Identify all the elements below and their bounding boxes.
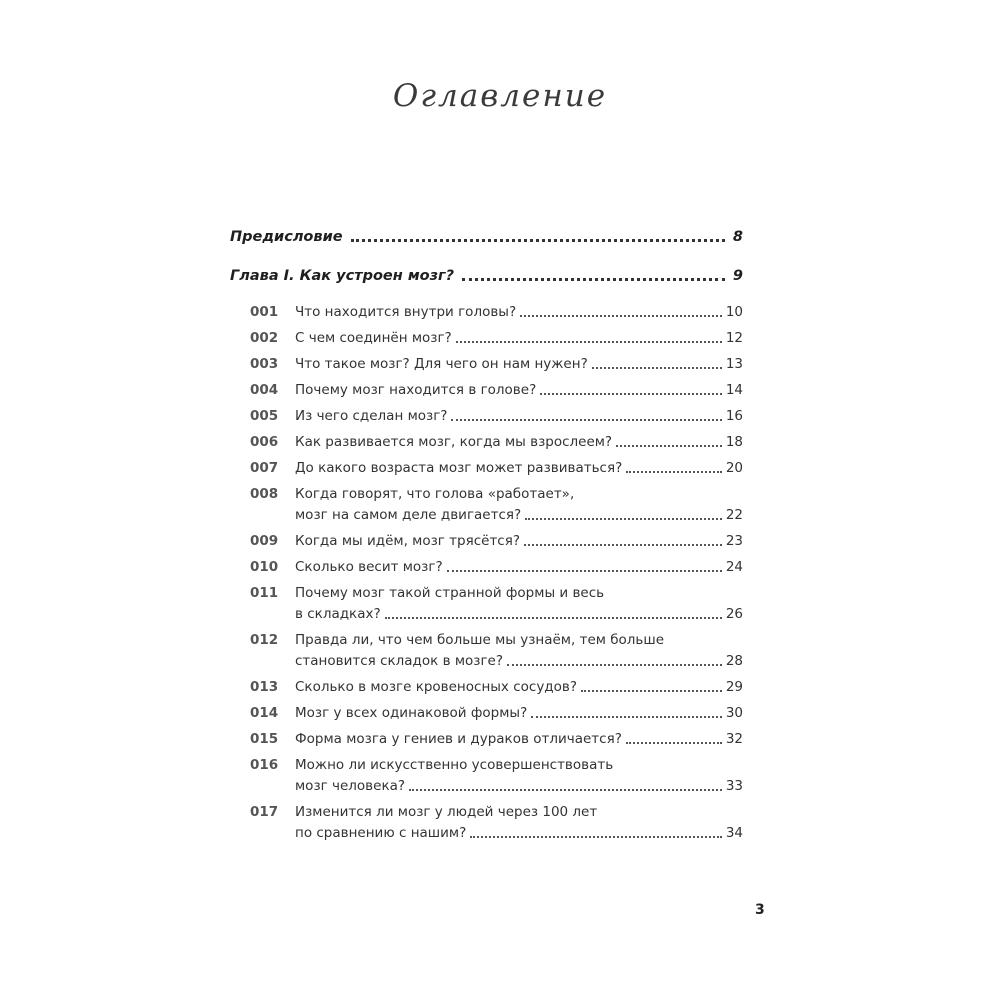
- toc-entry-page: 16: [725, 408, 743, 424]
- toc-entry-number: 011: [250, 585, 279, 601]
- toc-entry-body: [295, 328, 743, 349]
- toc-entry-number: 017: [250, 804, 279, 820]
- toc-entry[interactable]: [230, 531, 743, 552]
- toc-entry-page: 23: [725, 533, 743, 549]
- toc-entry-text: Мозг у всех одинаковой формы?: [295, 705, 528, 721]
- toc-entry-text: в складках?: [295, 606, 381, 622]
- toc-entry-text: Правда ли, что чем больше мы узнаём, тем больше: [295, 632, 665, 648]
- toc-entry-page: 32: [725, 731, 743, 747]
- toc-entry-number: 001: [250, 304, 279, 320]
- leader-dots: [409, 789, 722, 791]
- toc-entry-number: 002: [250, 330, 279, 346]
- toc-entry-number: 009: [250, 533, 279, 549]
- page-number: 3: [755, 902, 765, 918]
- leader-dots: [470, 836, 722, 838]
- toc-entry[interactable]: [230, 677, 743, 698]
- toc-chapter-label: Глава I. Как устроен мозг?: [230, 268, 455, 284]
- toc-entry-body: [295, 557, 743, 578]
- toc-entry-body: [295, 703, 743, 724]
- toc-entry-body: [295, 729, 743, 750]
- toc-entry-body: [295, 755, 743, 797]
- toc-entry-page: 33: [725, 778, 743, 794]
- toc-entry-page: 10: [725, 304, 743, 320]
- toc-entry-text: мозг человека?: [295, 778, 406, 794]
- toc-entry-number: 008: [250, 486, 279, 502]
- toc-entry-text: Сколько в мозге кровеносных сосудов?: [295, 679, 578, 695]
- toc-entry-page: 28: [725, 653, 743, 669]
- leader-dots: [626, 471, 722, 473]
- toc-entry-number: 005: [250, 408, 279, 424]
- toc-entry-text: Что находится внутри головы?: [295, 304, 517, 320]
- toc-entry-body: [295, 432, 743, 453]
- toc-entry-body: [295, 531, 743, 552]
- toc-entry[interactable]: [230, 354, 743, 375]
- leader-dots: [616, 445, 722, 447]
- toc-entry-text: С чем соединён мозг?: [295, 330, 452, 346]
- toc-entry-page: 12: [725, 330, 743, 346]
- toc-entry-page: 18: [725, 434, 743, 450]
- toc-preface[interactable]: [230, 225, 743, 249]
- toc-entry-page: 14: [725, 382, 743, 398]
- toc-entry-text: по сравнению с нашим?: [295, 825, 467, 841]
- toc-entry-text: Из чего сделан мозг?: [295, 408, 448, 424]
- toc-entry[interactable]: [230, 302, 743, 323]
- toc-entry-text: мозг на самом деле двигается?: [295, 507, 522, 523]
- toc-entry[interactable]: [230, 703, 743, 724]
- toc-entry-body: [295, 302, 743, 323]
- leader-dots: [462, 278, 725, 281]
- toc-entry-number: 006: [250, 434, 279, 450]
- toc-entry-body: [295, 354, 743, 375]
- leader-dots: [451, 419, 721, 421]
- toc-entry-number: 013: [250, 679, 279, 695]
- leader-dots: [592, 367, 722, 369]
- toc-entry-text: Когда мы идём, мозг трясётся?: [295, 533, 521, 549]
- toc-chapter-1[interactable]: [230, 264, 743, 288]
- toc-entry-page: 22: [725, 507, 743, 523]
- leader-dots: [524, 544, 722, 546]
- toc-entry[interactable]: [230, 328, 743, 349]
- toc-entry-text: До какого возраста мозг может развиваться?: [295, 460, 623, 476]
- toc-entry-number: 015: [250, 731, 279, 747]
- toc-entry-number: 007: [250, 460, 279, 476]
- toc-entry[interactable]: [230, 458, 743, 479]
- toc-entry-text: Форма мозга у гениев и дураков отличается?: [295, 731, 622, 747]
- leader-dots: [540, 393, 722, 395]
- toc-entry-text: Сколько весит мозг?: [295, 559, 443, 575]
- toc-entry[interactable]: [230, 729, 743, 750]
- toc-entry-text: Почему мозг находится в голове?: [295, 382, 537, 398]
- toc-entry-page: 20: [725, 460, 743, 476]
- toc-entry-number: 003: [250, 356, 279, 372]
- toc-entry-page: 24: [725, 559, 743, 575]
- leader-dots: [581, 690, 722, 692]
- toc-entry-body: [295, 380, 743, 401]
- leader-dots: [520, 315, 722, 317]
- toc-entry-body: [295, 583, 743, 625]
- toc-entry-number: 012: [250, 632, 279, 648]
- toc-entry-body: [295, 484, 743, 526]
- toc-entry-number: 014: [250, 705, 279, 721]
- toc-entry-body: [295, 677, 743, 698]
- toc-entry-page: 29: [725, 679, 743, 695]
- toc-entry[interactable]: [230, 406, 743, 427]
- toc-preface-label: Предисловие: [230, 229, 343, 245]
- toc-entry-text: Можно ли искусственно усовершенствовать: [295, 757, 614, 773]
- toc-entry-page: 34: [725, 825, 743, 841]
- toc-chapter-page: 9: [732, 268, 743, 284]
- toc-entry-text: Изменится ли мозг у людей через 100 лет: [295, 804, 598, 820]
- toc-entry[interactable]: [230, 557, 743, 578]
- leader-dots: [507, 664, 722, 666]
- toc-entry[interactable]: [230, 380, 743, 401]
- leader-dots: [456, 341, 722, 343]
- toc-entry-body: [295, 458, 743, 479]
- toc-entry-number: 004: [250, 382, 279, 398]
- page-title: Оглавление: [392, 78, 608, 114]
- toc-entry-body: [295, 630, 743, 672]
- toc-entry[interactable]: [230, 484, 743, 526]
- toc-entry-page: 26: [725, 606, 743, 622]
- leader-dots: [531, 716, 722, 718]
- toc-entry[interactable]: [230, 630, 743, 672]
- toc-entry-body: [295, 406, 743, 427]
- toc-entry-number: 010: [250, 559, 279, 575]
- toc-entries: [230, 302, 743, 844]
- toc-entry-text: Что такое мозг? Для чего он нам нужен?: [295, 356, 588, 372]
- toc-preface-page: 8: [732, 229, 743, 245]
- leader-dots: [351, 239, 725, 242]
- toc-entry-text: становится складок в мозге?: [295, 653, 504, 669]
- leader-dots: [525, 518, 722, 520]
- toc-entry-text: Как развивается мозг, когда мы взрослеем?: [295, 434, 613, 450]
- toc-entry-number: 016: [250, 757, 279, 773]
- leader-dots: [385, 617, 722, 619]
- toc-entry[interactable]: [230, 432, 743, 453]
- toc-entry-page: 13: [725, 356, 743, 372]
- toc-entry-page: 30: [725, 705, 743, 721]
- toc-entry[interactable]: [230, 755, 743, 797]
- leader-dots: [626, 742, 722, 744]
- toc-entry-body: [295, 802, 743, 844]
- toc-entry[interactable]: [230, 802, 743, 844]
- toc-entry[interactable]: [230, 583, 743, 625]
- toc-entry-text: Когда говорят, что голова «работает»,: [295, 486, 575, 502]
- table-of-contents: [230, 225, 743, 849]
- leader-dots: [447, 570, 722, 572]
- toc-entry-text: Почему мозг такой странной формы и весь: [295, 585, 605, 601]
